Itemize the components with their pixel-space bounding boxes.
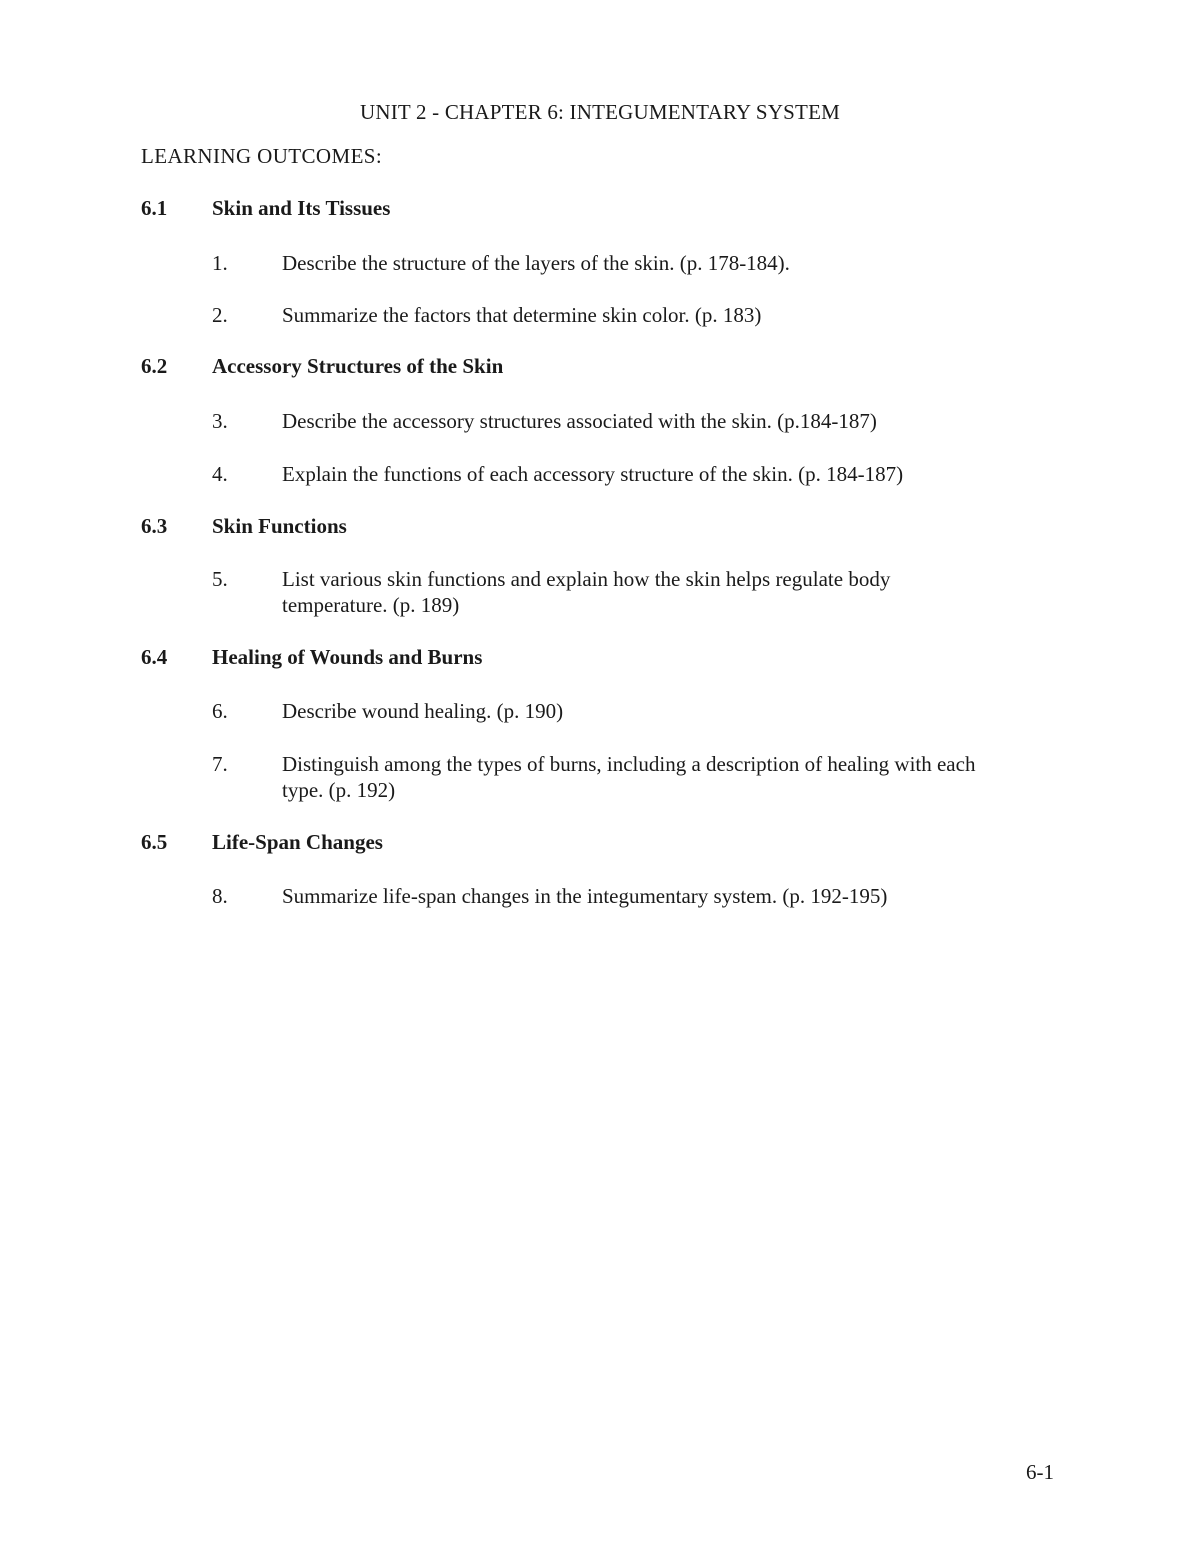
outcome-text: Summarize life-span changes in the integumentary system. (p. 192-195) — [282, 884, 888, 908]
outcome-number: 6. — [212, 699, 228, 723]
outcome-text: Describe the structure of the layers of the skin. (p. 178-184). — [282, 251, 790, 275]
section-number: 6.2 — [141, 354, 168, 378]
outcome-number: 1. — [212, 251, 228, 275]
section-title: Life-Span Changes — [212, 830, 383, 854]
outcome-text: Describe the accessory structures associated with the skin. (p.184-187) — [282, 409, 877, 433]
outcome-number: 3. — [212, 409, 228, 433]
outcome-number: 7. — [212, 752, 228, 776]
outcome-number: 2. — [212, 303, 228, 327]
section-number: 6.3 — [141, 514, 168, 538]
outcome-text: Summarize the factors that determine skin color. (p. 183) — [282, 303, 762, 327]
document-title: UNIT 2 - CHAPTER 6: INTEGUMENTARY SYSTEM — [360, 100, 840, 124]
section-title: Healing of Wounds and Burns — [212, 645, 483, 669]
learning-outcomes-heading: LEARNING OUTCOMES: — [141, 144, 383, 168]
section-title: Accessory Structures of the Skin — [212, 354, 504, 378]
section-number: 6.5 — [141, 830, 168, 854]
outcome-text: List various skin functions and explain how the skin helps regulate body temperature. (p. 189) — [282, 567, 891, 617]
section-title: Skin Functions — [212, 514, 347, 538]
section-number: 6.1 — [141, 196, 168, 220]
outcome-text: Distinguish among the types of burns, including a description of healing with each type. (p. 192) — [282, 752, 976, 802]
outcome-number: 4. — [212, 462, 228, 486]
outcome-text: Describe wound healing. (p. 190) — [282, 699, 564, 723]
outcome-number: 8. — [212, 884, 228, 908]
outcome-number: 5. — [212, 567, 228, 591]
page-number: 6-1 — [1026, 1460, 1054, 1484]
outcome-text: Explain the functions of each accessory structure of the skin. (p. 184-187) — [282, 462, 904, 486]
section-number: 6.4 — [141, 645, 168, 669]
section-title: Skin and Its Tissues — [212, 196, 391, 220]
